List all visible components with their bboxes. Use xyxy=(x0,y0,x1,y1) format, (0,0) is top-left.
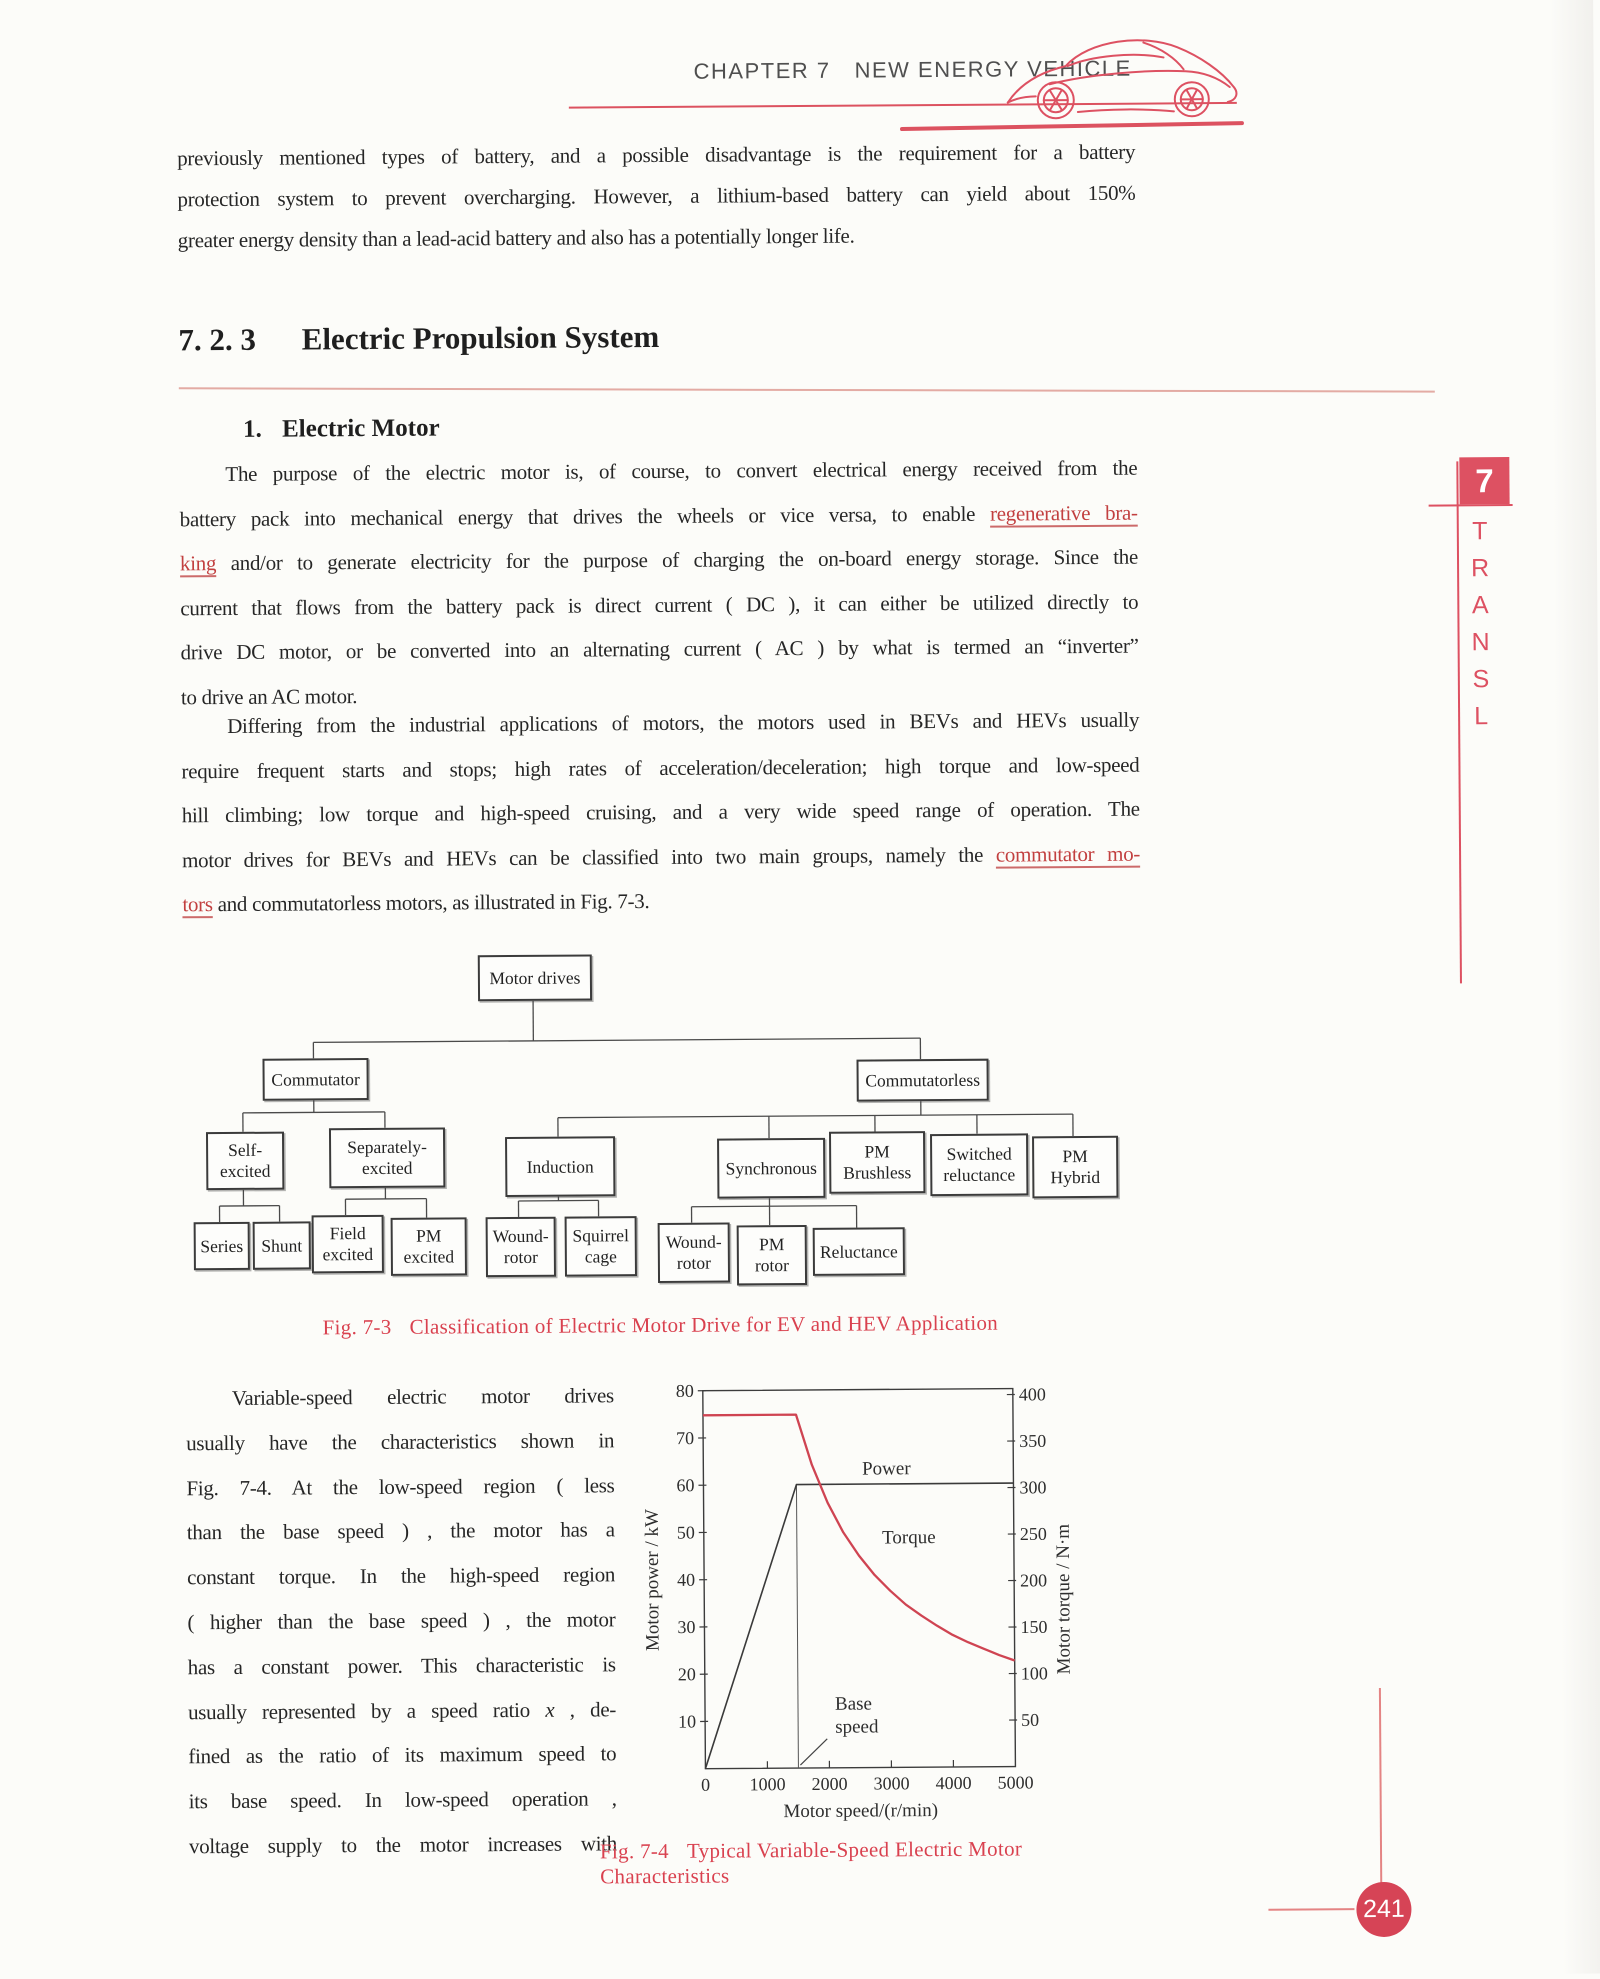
chapter-tab-rule xyxy=(1429,504,1513,507)
text-segment: than the base speed ) , the motor has a xyxy=(186,1517,615,1545)
page-edge-shadow xyxy=(1549,0,1600,1974)
tree-node-shunt: Shunt xyxy=(253,1221,311,1269)
svg-text:Base: Base xyxy=(834,1693,873,1715)
svg-text:10: 10 xyxy=(678,1711,697,1732)
chapter-tab-number: 7 xyxy=(1459,457,1509,504)
text-line xyxy=(180,624,1138,675)
tree-node-pm-hybrid: PM Hybrid xyxy=(1032,1136,1118,1199)
tree-node-squirrel-cage: Squirrel cage xyxy=(565,1216,637,1277)
chapter-tab-letter: R xyxy=(1470,554,1490,583)
tree-node-pm-excited: PM excited xyxy=(391,1217,467,1276)
differing-paragraph xyxy=(181,698,1141,928)
text-line xyxy=(177,132,1135,180)
header-chapter: CHAPTER 7 xyxy=(693,57,831,84)
svg-text:Motor speed/(r/min): Motor speed/(r/min) xyxy=(783,1800,939,1823)
section-heading-rule xyxy=(179,387,1435,392)
text-segment: its base speed. In low-speed operation , xyxy=(188,1786,617,1814)
svg-text:400: 400 xyxy=(1018,1384,1046,1405)
tree-node-pm-brushless: PM Brushless xyxy=(829,1131,925,1194)
text-line xyxy=(187,1597,615,1645)
car-sketch-icon xyxy=(993,25,1244,127)
chapter-tab-letter: A xyxy=(1471,591,1489,620)
text-line xyxy=(181,698,1139,749)
tree-node-motor-drives: Motor drives xyxy=(478,954,592,1001)
text-segment: drive DC motor, or be converted into an alternating current ( AC ) by what is termed an “inverter” xyxy=(180,634,1139,665)
text-line xyxy=(187,1552,615,1600)
text-segment: Variable-speed electric motor drives xyxy=(231,1383,614,1410)
text-segment: usually represented by a speed ratio xyxy=(187,1697,546,1724)
text-segment: to drive an AC motor. xyxy=(180,684,358,710)
text-line xyxy=(181,742,1139,793)
text-segment: motor drives for BEVs and HEVs can be classified into two main groups, namely the xyxy=(181,842,996,873)
svg-text:80: 80 xyxy=(675,1380,694,1401)
badge-vertical-rule xyxy=(1379,1688,1382,1884)
text-segment: , de- xyxy=(554,1696,617,1722)
fig-7-4-text: Typical Variable-Speed Electric Motor Characteristics xyxy=(600,1836,1023,1889)
subsection-number: 1. xyxy=(242,415,262,443)
tree-node-synchronous: Synchronous xyxy=(717,1138,825,1199)
page-number-badge: 241 xyxy=(1356,1882,1411,1937)
svg-text:60: 60 xyxy=(676,1475,695,1496)
text-line xyxy=(186,1418,614,1466)
text-line xyxy=(182,831,1140,882)
section-heading xyxy=(178,319,659,358)
text-segment: and commutatorless motors, as illustrated in Fig. 7-3. xyxy=(212,889,650,917)
left-column-paragraph xyxy=(186,1373,617,1869)
svg-text:150: 150 xyxy=(1020,1616,1048,1637)
text-line xyxy=(188,1732,616,1780)
svg-text:speed: speed xyxy=(835,1716,879,1738)
text-line xyxy=(188,1687,616,1735)
fig-7-4-label: Fig. 7-4 xyxy=(599,1838,670,1864)
svg-text:Torque: Torque xyxy=(881,1527,936,1549)
text-line xyxy=(189,1821,617,1869)
svg-text:50: 50 xyxy=(1021,1709,1040,1730)
svg-text:4000: 4000 xyxy=(935,1772,972,1794)
text-segment: usually have the characteristics shown in xyxy=(186,1428,615,1456)
text-segment: has a constant power. This characteristic is xyxy=(187,1652,616,1680)
subsection-heading xyxy=(243,415,440,444)
badge-horizontal-rule xyxy=(1268,1908,1354,1911)
tree-node-wound-rotor-induction: Wound- rotor xyxy=(486,1217,556,1277)
svg-text:0: 0 xyxy=(700,1774,711,1795)
text-segment: battery pack into mechanical energy that drives the wheels or vice versa, to enable xyxy=(179,501,991,531)
fig-7-3-label: Fig. 7-3 xyxy=(322,1314,392,1340)
text-line xyxy=(186,1373,614,1421)
tree-node-switched-reluctance: Switched reluctance xyxy=(930,1133,1028,1196)
text-segment: greater energy density than a lead-acid battery and also has a potentially longer life. xyxy=(177,223,855,253)
svg-text:2000: 2000 xyxy=(811,1773,848,1794)
chapter-tab-letter: S xyxy=(1472,665,1490,694)
chapter-tab-letter: T xyxy=(1472,517,1488,546)
text-segment: constant torque. In the high-speed region xyxy=(187,1562,616,1590)
tree-node-reluctance: Reluctance xyxy=(813,1227,905,1276)
chapter-tab-vertical-rule xyxy=(1456,461,1462,983)
svg-text:70: 70 xyxy=(676,1428,695,1449)
svg-text:40: 40 xyxy=(677,1569,696,1590)
svg-text:Motor torque / N·m: Motor torque / N·m xyxy=(1052,1523,1075,1675)
tree-node-commutator: Commutator xyxy=(262,1058,368,1101)
text-segment: current that flows from the battery pack is direct current ( DC ), it can either be utilized directly to xyxy=(180,589,1139,621)
text-line xyxy=(177,173,1135,221)
text-line xyxy=(188,1642,616,1690)
tree-node-wound-rotor-synchronous: Wound- rotor xyxy=(658,1222,730,1283)
text-line xyxy=(189,1776,617,1824)
header-title: NEW ENERGY VEHICLE xyxy=(854,55,1132,83)
text-line xyxy=(180,490,1138,541)
tree-node-pm-rotor: PM rotor xyxy=(737,1225,807,1285)
svg-text:1000: 1000 xyxy=(749,1774,786,1795)
section-number: 7. 2. 3 xyxy=(178,321,257,358)
section-title: Electric Propulsion System xyxy=(301,318,660,357)
svg-text:20: 20 xyxy=(677,1664,696,1685)
tree-node-induction: Induction xyxy=(505,1136,615,1197)
text-line xyxy=(186,1463,614,1511)
inline-reference-link: commutator mo- xyxy=(995,841,1141,867)
svg-text:5000: 5000 xyxy=(997,1772,1034,1793)
intro-paragraph xyxy=(177,132,1136,262)
svg-text:100: 100 xyxy=(1020,1663,1048,1684)
text-segment: fined as the ratio of its maximum speed to xyxy=(188,1741,617,1769)
text-segment: Differing from the industrial applications of motors, the motors used in BEVs and HEVs usually xyxy=(227,707,1140,738)
text-segment: and/or to generate electricity for the purpose of charging the on-board energy storage. Since the xyxy=(216,544,1139,576)
fig-7-3-text: Classification of Electric Motor Drive for EV and HEV Application xyxy=(409,1310,999,1339)
text-segment: voltage supply to the motor increases with xyxy=(188,1831,618,1859)
text-line xyxy=(180,579,1138,630)
chapter-tab-letters xyxy=(1465,513,1497,735)
text-line xyxy=(187,1508,615,1556)
text-segment: previously mentioned types of battery, and a possible disadvantage is the requirement for a battery xyxy=(177,139,1136,171)
text-segment: protection system to prevent overcharging. However, a lithium-based battery can yield about 150% xyxy=(177,180,1136,212)
text-segment: ( higher than the base speed ) , the motor xyxy=(187,1607,616,1635)
tree-node-commutatorless: Commutatorless xyxy=(856,1059,988,1102)
text-line xyxy=(182,876,1140,927)
svg-text:3000: 3000 xyxy=(873,1773,910,1794)
fig-7-3-caption xyxy=(185,1310,1135,1342)
chapter-tab-letter: N xyxy=(1471,628,1490,657)
tree-node-series: Series xyxy=(194,1222,250,1270)
subsection-title: Electric Motor xyxy=(281,414,440,443)
svg-text:200: 200 xyxy=(1020,1570,1048,1591)
inline-reference-link: regenerative bra- xyxy=(989,500,1138,526)
motor-characteristics-chart xyxy=(621,1374,1094,1837)
chapter-tab-letter: L xyxy=(1474,702,1489,731)
svg-text:250: 250 xyxy=(1019,1523,1047,1544)
fig-7-4-caption xyxy=(600,1836,1120,1890)
motor-paragraph xyxy=(179,446,1139,720)
inline-reference-link: tors xyxy=(182,892,213,917)
text-line xyxy=(180,535,1138,586)
svg-text:30: 30 xyxy=(677,1616,696,1638)
svg-text:Power: Power xyxy=(861,1458,911,1480)
inline-reference-link: king xyxy=(179,551,217,576)
text-segment: require frequent starts and stops; high rates of acceleration/deceleration; high torque and low-speed xyxy=(181,752,1140,783)
text-segment: x xyxy=(545,1697,555,1722)
text-line xyxy=(182,787,1140,838)
text-line xyxy=(178,214,1136,262)
text-segment: Fig. 7-4. At the low-speed region ( less xyxy=(186,1472,615,1500)
tree-node-field-excited: Field excited xyxy=(312,1215,384,1274)
tree-node-separately-excited: Separately- excited xyxy=(329,1127,445,1188)
text-line xyxy=(179,446,1137,497)
text-segment: hill climbing; low torque and high-speed cruising, and a very wide speed range of operation. The xyxy=(181,796,1140,828)
svg-text:Motor power / kW: Motor power / kW xyxy=(641,1508,664,1652)
svg-text:350: 350 xyxy=(1019,1430,1047,1451)
svg-text:50: 50 xyxy=(676,1522,695,1543)
text-segment: The purpose of the electric motor is, of course, to convert electrical energy received from the xyxy=(225,455,1138,486)
svg-text:300: 300 xyxy=(1019,1477,1047,1498)
tree-node-self-excited: Self- excited xyxy=(206,1132,284,1191)
